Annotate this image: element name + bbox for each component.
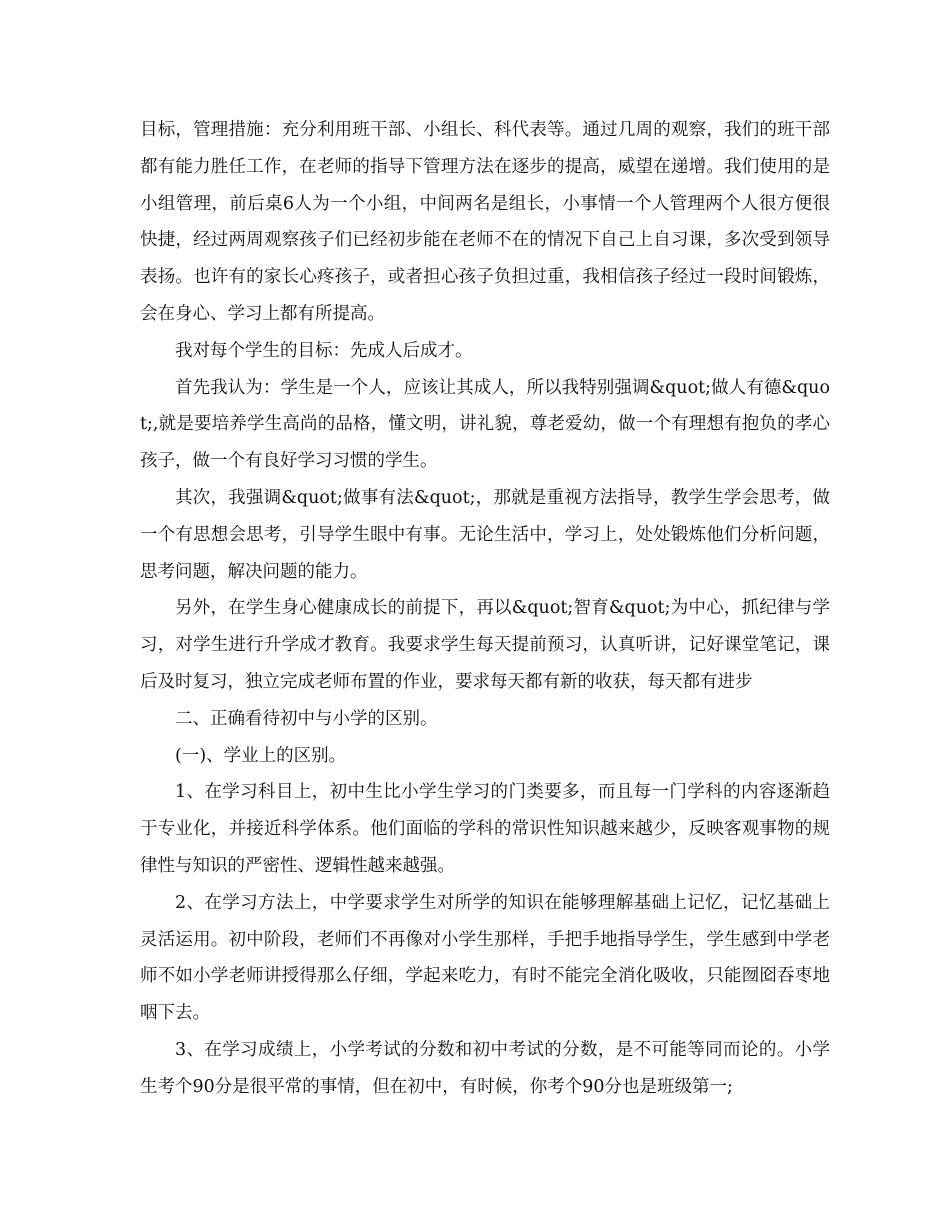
paragraph-intellectual-education: 另外，在学生身心健康成长的前提下，再以&quot;智育&quot;为中心，抓纪律与学习，对学生进行升学成才教育。我要求学生每天提前预习，认真听讲，记好课堂笔记，课后及时复习，独立完成老师布置的作业，要求每天都有新的收获，每天都有进步 bbox=[140, 598, 830, 692]
paragraph-student-goal: 我对每个学生的目标：先成人后成才。 bbox=[175, 340, 473, 361]
paragraph-study-methods: 2、在学习方法上，中学要求学生对所学的知识在能够理解基础上记忆，记忆基础上灵活运用。初中阶段，老师们不再像对小学生那样，手把手地指导学生，学生感到中学老师不如小学老师讲授得那么仔细，学起来吃力，有时不能完全消化吸收，只能囫囵吞枣地咽下去。 bbox=[140, 892, 830, 1024]
section-heading-differences: 二、正确看待初中与小学的区别。 bbox=[175, 708, 438, 729]
document-body bbox=[140, 112, 830, 1106]
subsection-heading-academic: (一)、学业上的区别。 bbox=[175, 745, 347, 766]
paragraph-second-method: 其次，我强调&quot;做事有法&quot;，那就是重视方法指导，教学生学会思考，做一个有思想会思考，引导学生眼中有事。无论生活中，学习上，处处锻炼他们分析问题，思考问题，解决问题的能力。 bbox=[140, 487, 830, 582]
paragraph-subjects: 1、在学习科目上，初中生比小学生学习的门类要多，而且每一门学科的内容逐渐趋于专业化，并接近科学体系。他们面临的学科的常识性知识越来越少，反映客观事物的规律性与知识的严密性、逻辑性越来越强。 bbox=[140, 782, 830, 876]
paragraph-grades: 3、在学习成绩上，小学考试的分数和初中考试的分数，是不可能等同而论的。小学生考个90分是很平常的事情，但在初中，有时候，你考个90分也是班级第一; bbox=[140, 1039, 830, 1097]
paragraph-management-measures: 目标，管理措施：充分利用班干部、小组长、科代表等。通过几周的观察，我们的班干部都有能力胜任工作，在老师的指导下管理方法在逐步的提高，威望在递增。我们使用的是小组管理，前后桌6人为一个小组，中间两名是组长，小事情一个人管理两个人很方便很快捷，经过两周观察孩子们已经初步能在老师不在的情况下自己上自习课，多次受到领导表扬。也许有的家长心疼孩子，或者担心孩子负担过重，我相信孩子经过一段时间锻炼，会在身心、学习上都有所提高。 bbox=[140, 120, 830, 324]
paragraph-first-virtue: 首先我认为：学生是一个人，应该让其成人，所以我特别强调&quot;做人有德&quot;,就是要培养学生高尚的品格，懂文明，讲礼貌，尊老爱幼，做一个有理想有抱负的孝心孩子，做一个有良好学习习惯的学生。 bbox=[140, 377, 830, 472]
